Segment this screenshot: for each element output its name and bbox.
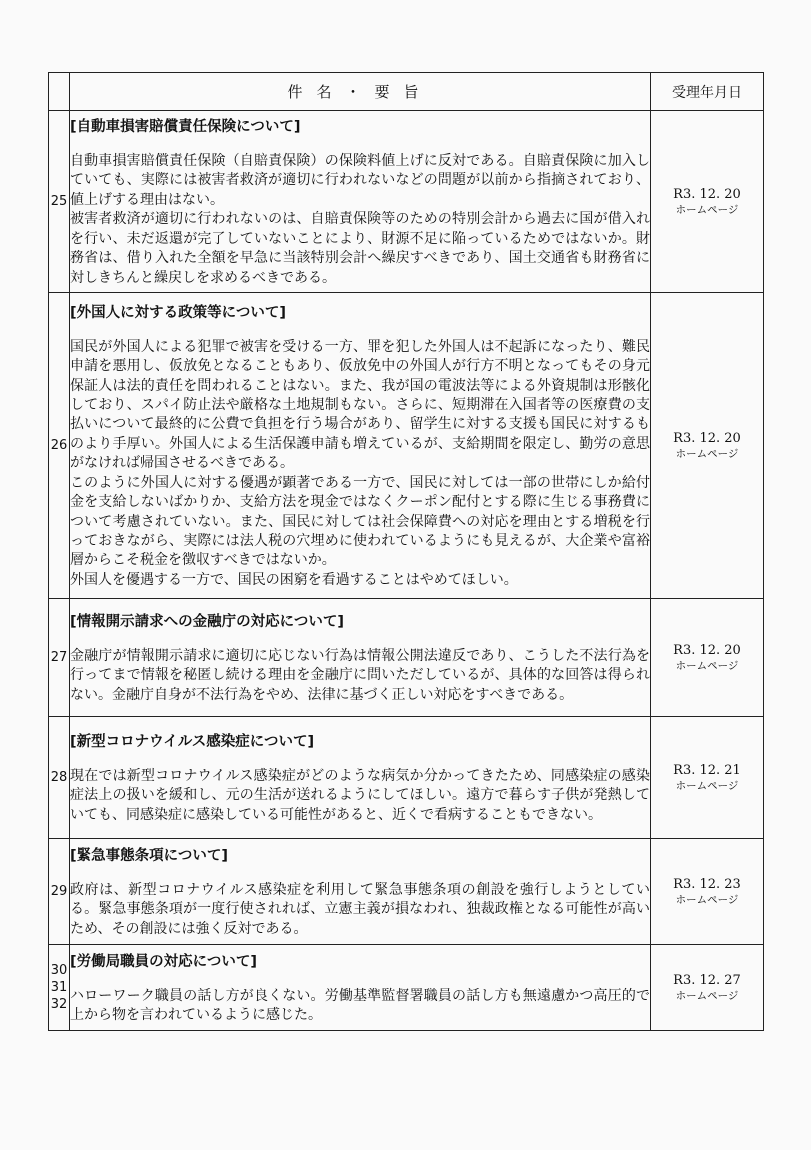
row-number: 29 <box>50 884 68 899</box>
row-title: [自動車損害賠償責任保険について] <box>70 119 301 136</box>
petition-table <box>48 72 764 1031</box>
row-paragraph: 自動車損害賠償責任保険（自賠責保険）の保険料値上げに反対である。自賠責保険に加入していても、実際には被害者救済が適切に行われないなどの問題が以前から指摘されており、値上げする理由はない。 <box>70 153 650 208</box>
row-content-cell <box>70 599 651 717</box>
received-source: ホームページ <box>675 893 739 906</box>
row-number-cell <box>49 839 70 945</box>
row-paragraph: 現在では新型コロナウイルス感染症がどのような病気か分かってきたため、同感染症の感染症法上の扱いを緩和し、元の生活が送れるようにしてほしい。遠方で暮らす子供が発熱していても、同感染症に感染している可能性があると、近くで看病することもできない。 <box>70 767 650 823</box>
row-number: 30 <box>50 963 68 978</box>
row-title: [労働局職員の対応について] <box>70 953 257 970</box>
row-paragraph: 金融庁が情報開示請求に適切に応じない行為は情報公開法違反であり、こうした不法行為を行ってまで情報を秘匿し続ける理由を金融庁に問いただしているが、具体的な回答は得られない。金融庁自身が不法行為をやめ、法律に基づく正しい対応をすべきである。 <box>70 647 650 703</box>
row-number-cell <box>49 717 70 839</box>
header-title-cell: 件名・要旨 <box>70 73 651 111</box>
received-source: ホームページ <box>675 447 739 460</box>
row-paragraph: 政府は、新型コロナウイルス感染症を利用して緊急事態条項の創設を強行しようとしている。緊急事態条項が一度行使されれば、立憲主義が損なわれ、独裁政権となる可能性が高いため、その創設には強く反対である。 <box>70 881 650 937</box>
row-content-cell <box>70 111 651 293</box>
table-row <box>49 293 764 599</box>
row-date-cell <box>651 839 764 945</box>
table-row <box>49 839 764 945</box>
row-date-cell <box>651 111 764 293</box>
row-number: 32 <box>50 997 68 1012</box>
row-date-cell <box>651 599 764 717</box>
row-number-cell <box>49 945 70 1031</box>
table-row <box>49 111 764 293</box>
row-title: [外国人に対する政策等について] <box>70 304 286 321</box>
row-paragraph: ハローワーク職員の話し方が良くない。労働基準監督署職員の話し方も無遠慮かつ高圧的で上から物を言われているように感じた。 <box>70 987 650 1023</box>
received-date: R3. 12. 20 <box>673 430 741 446</box>
row-number: 31 <box>50 980 68 995</box>
row-date-cell <box>651 717 764 839</box>
row-paragraph: 外国人を優遇する一方で、国民の困窮を看過することはやめてほしい。 <box>70 571 518 588</box>
table-header-row <box>49 73 764 111</box>
received-source: ホームページ <box>675 203 739 216</box>
row-title: [新型コロナウイルス感染症について] <box>70 733 315 750</box>
row-number: 27 <box>50 650 68 665</box>
table-row <box>49 945 764 1031</box>
row-content-cell <box>70 293 651 599</box>
row-number-cell <box>49 293 70 599</box>
row-number-cell <box>49 111 70 293</box>
row-content-cell <box>70 717 651 839</box>
row-number: 26 <box>50 438 68 453</box>
received-date: R3. 12. 21 <box>673 762 741 778</box>
table-body <box>49 111 764 1031</box>
row-paragraph: このように外国人に対する優遇が顕著である一方で、国民に対しては一部の世帯にしか給付金を支給しないばかりか、支給方法を現金ではなくクーポン配付とする際に生じる事務費について考慮されていない。また、国民に対しては社会保障費への対応を理由とする増税を行っておきながら、実際には法人税の穴埋めに使われているようにも見えるが、大企業や富裕層からこそ税金を徴収すべきではないか。 <box>70 474 650 569</box>
received-date: R3. 12. 23 <box>673 876 741 892</box>
row-paragraph: 被害者救済が適切に行われないのは、自賠責保険等のための特別会計から過去に国が借入れを行い、未だ返還が完了していないことにより、財源不足に陥っているためではないか。財務省は、借り入れた全額を早急に当該特別会計へ繰戻すべきであり、国土交通省も財務省に対しきちんと繰戻しを求めるべきである。 <box>70 211 650 286</box>
received-date: R3. 12. 27 <box>673 972 741 988</box>
received-source: ホームページ <box>675 779 739 792</box>
row-paragraph: 国民が外国人による犯罪で被害を受ける一方、罪を犯した外国人は不起訴になったり、難民申請を悪用し、仮放免となることもあり、仮放免中の外国人が行方不明となってもその身元保証人は法的責任を問われることはない。また、我が国の電波法等による外資規制は形骸化しており、スパイ防止法や厳格な土地規制もない。さらに、短期滞在入国者等の医療費の支払いについて最終的に公費で負担を行う場合があり、留学生に対する支援も国民に対するものより手厚い。外国人による生活保護申請も増えているが、支給期間を限定し、勤労の意思がなければ帰国させるべきである。 <box>70 338 650 472</box>
received-date: R3. 12. 20 <box>673 642 741 658</box>
row-title: [情報開示請求への金融庁の対応について] <box>70 613 344 630</box>
received-date: R3. 12. 20 <box>673 186 741 202</box>
header-date-cell: 受理年月日 <box>651 73 764 111</box>
row-number: 28 <box>50 770 68 785</box>
received-source: ホームページ <box>675 989 739 1002</box>
header-number-cell <box>49 73 70 111</box>
row-content-cell <box>70 945 651 1031</box>
table-row <box>49 717 764 839</box>
table-row <box>49 599 764 717</box>
row-date-cell <box>651 945 764 1031</box>
row-title: [緊急事態条項について] <box>70 847 228 864</box>
row-number: 25 <box>50 194 68 209</box>
row-number-cell <box>49 599 70 717</box>
received-source: ホームページ <box>675 659 739 672</box>
row-date-cell <box>651 293 764 599</box>
row-content-cell <box>70 839 651 945</box>
